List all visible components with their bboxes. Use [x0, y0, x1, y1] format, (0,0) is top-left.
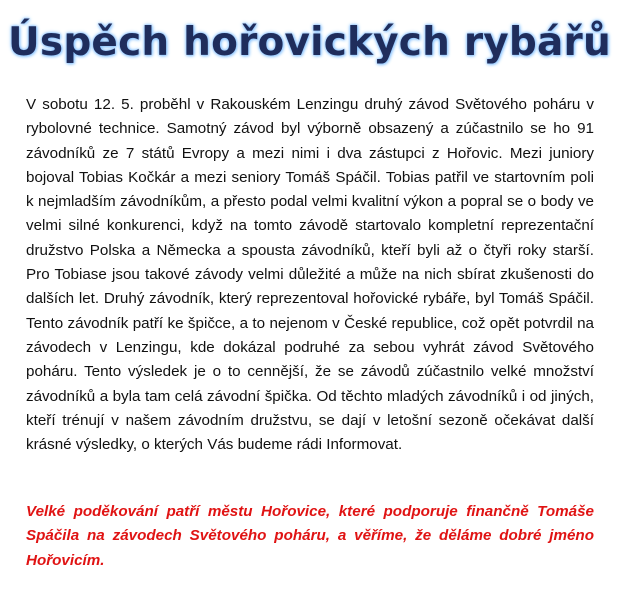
article-title: Úspěch hořovických rybářů	[8, 20, 611, 65]
thanks-paragraph: Velké poděkování patří městu Hořovice, které podporuje finančně Tomáše Spáčila na závodech Světového poháru, a věříme, že děláme dobré jméno Hořovicím.	[26, 503, 594, 569]
article-body: V sobotu 12. 5. proběhl v Rakouském Lenzingu druhý závod Světového poháru v rybolovné technice. Samotný závod byl výborně obsazený a zúčastnilo se ho 91 závodníků ze 7 států Evropy a mezi nimi i dva zástupci z Hořovic. Mezi juniory bojoval Tobias Kočkár a mezi seniory Tomáš Spáčil. Tobias patřil ve startovním poli k nejmladším závodníkům, a přesto podal velmi kvalitní výkon a popral se o body ve velmi silné konkurenci, když na tomto závodě startovalo kompletní reprezentační družstvo Polska a Německa a spousta závodníků, kteří byli až o čtyři roky starší. Pro Tobiase jsou takové závody velmi důležité a může na nich sbírat zkušenosti do dalších let. Druhý závodník, který reprezentoval hořovické rybáře, byl Tomáš Spáčil. Tento závodník patří ke špičce, a to nejenom v České republice, což opět potvrdil na závodech v Lenzingu, kde dokázal podruhé za sebou vyhrát závod Světového poháru. Tento výsledek je o to cennější, že se závodů zúčastnilo velké množství závodníků a byla tam celá závodní špička. Od těchto mladých závodníků i od jiných, kteří trénují v našem závodním družstvu, se dají v letošní sezoně očekávat další krásné výsledky, o kterých Vás budeme rádi Informovat.	[26, 96, 594, 454]
